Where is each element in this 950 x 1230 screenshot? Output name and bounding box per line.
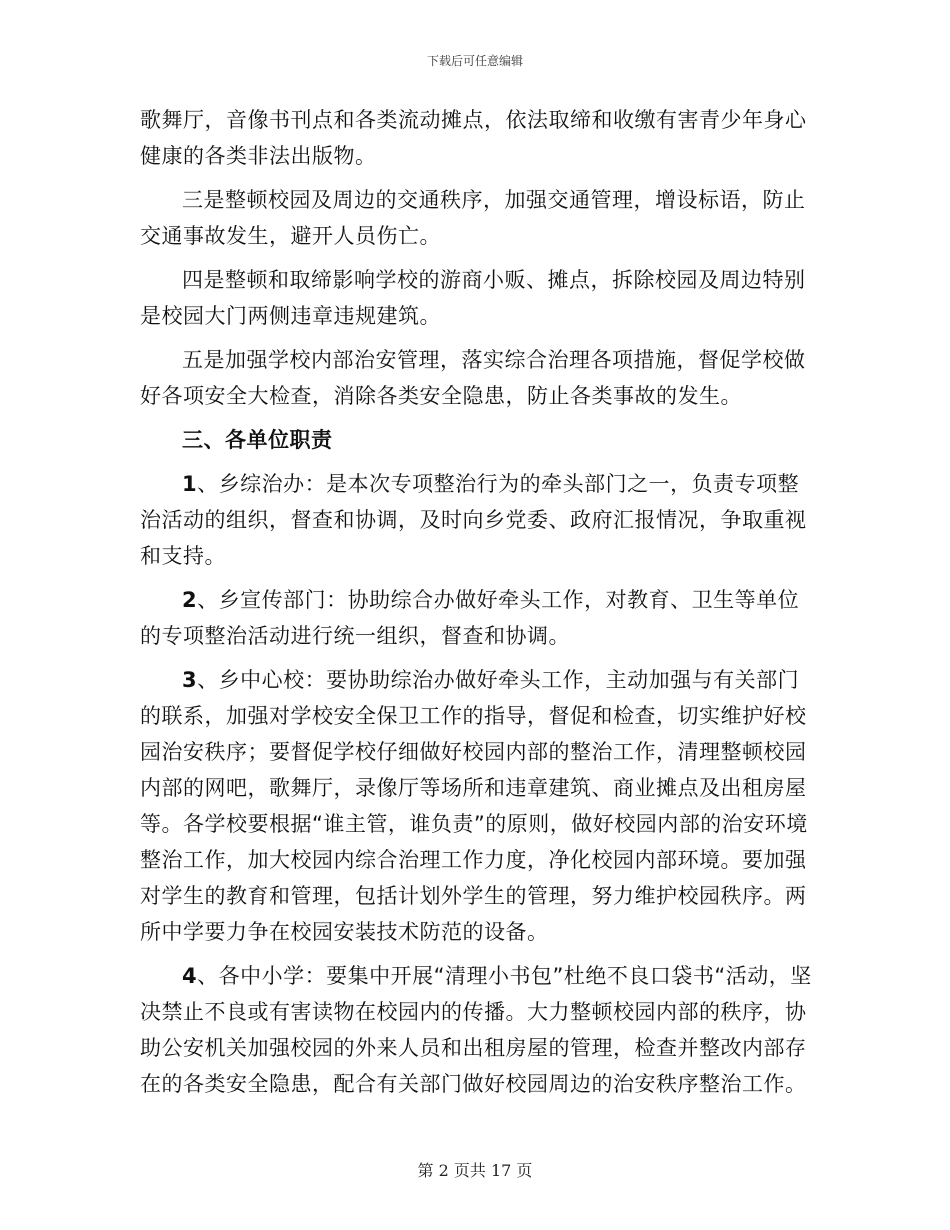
paragraph-traffic: 三是整顿校园及周边的交通秩序，加强交通管理，增设标语，防止交通事故发生，避开人员伤亡。: [140, 188, 806, 248]
duty-text: 、乡宣传部门：协助综合办做好牵头工作，对教育、卫生等单位的专项整治活动进行统一组织，督查和协调。: [140, 588, 800, 648]
page-header: 下载后可任意编辑: [426, 54, 523, 68]
page-footer: 第 2 页共 17 页: [417, 1161, 533, 1180]
duty-number: 2: [182, 588, 198, 612]
paragraph-continuation: 歌舞厅，音像书刊点和各类流动摊点，依法取缔和收缴有害青少年身心健康的各类非法出版物。: [140, 108, 807, 168]
paragraph-internal-security: 五是加强学校内部治安管理，落实综合治理各项措施，督促学校做好各项安全大检查，消除各类安全隐患，防止各类事故的发生。: [140, 348, 806, 408]
duty-text: 、乡中心校：要协助综治办做好牵头工作，主动加强与有关部门的联系，加强对学校安全保卫工作的指导，督促和检查，切实维护好校园治安秩序；要督促学校仔细做好校园内部的整治工作，清理整顿校园内部的网吧，歌舞厅，录像厅等场所和违章建筑、商业摊点及出租房屋等。各学校要根据“谁主管，谁负责”的原则，做好校园内部的治安环境整治工作，加大校园内综合治理工作力度，净化校园内部环境。要加强对学生的教育和管理，包括计划外学生的管理，努力维护校园秩序。两所中学要力争在校园安装技术防范的设备。: [140, 668, 808, 944]
duty-number: 1: [182, 472, 198, 496]
duty-item-3: [140, 662, 820, 950]
duty-item-1: [140, 466, 820, 574]
section-title: 三、各单位职责: [182, 428, 333, 452]
duty-text: 、各中小学：要集中开展“清理小书包”杜绝不良口袋书“活动，坚决禁止不良或有害读物在校园内的传播。大力整顿校园内部的秩序，协助公安机关加强校园的外来人员和出租房屋的管理，检查并整改内部存在的各类安全隐患，配合有关部门做好校园周边的治安秩序整治工作。: [140, 964, 812, 1096]
duty-item-2: [140, 582, 820, 654]
paragraph-vendors: 四是整顿和取缔影响学校的游商小贩、摊点，拆除校园及周边特别是校园大门两侧违章违规建筑。: [140, 268, 806, 328]
duty-number: 3: [182, 668, 198, 692]
duty-item-4: [140, 958, 820, 1102]
duty-text: 、乡综治办：是本次专项整治行为的牵头部门之一，负责专项整治活动的组织，督查和协调，及时向乡党委、政府汇报情况，争取重视和支持。: [140, 472, 807, 568]
duty-number: 4: [182, 964, 198, 988]
document-body: [140, 102, 820, 1110]
